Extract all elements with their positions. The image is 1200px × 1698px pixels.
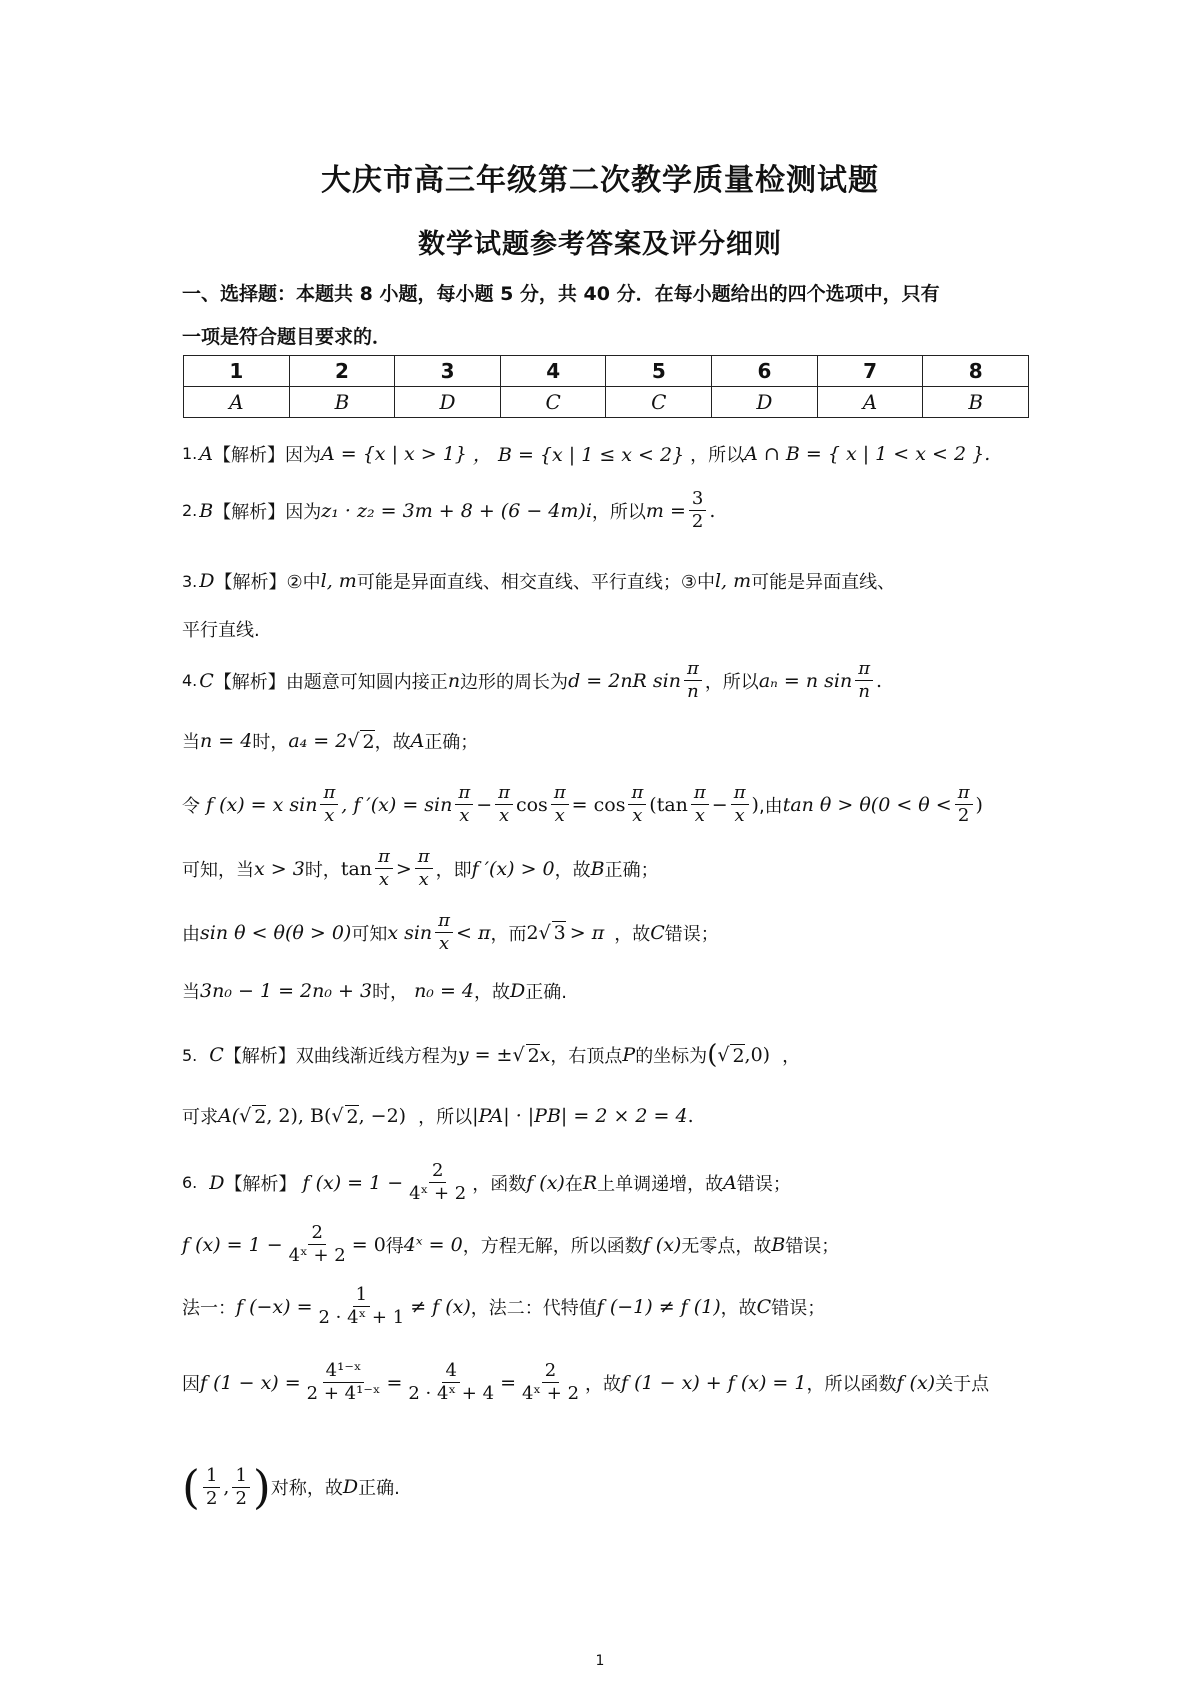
question-number: 5 xyxy=(606,356,712,387)
question-number: 6. xyxy=(182,1173,198,1192)
fraction xyxy=(731,782,749,827)
solution-q6-line2 xyxy=(182,1222,1042,1267)
math: = xyxy=(386,1371,403,1394)
numerator: 4¹⁻ˣ xyxy=(323,1360,365,1383)
math: 3n₀ − 1 = 2n₀ + 3 xyxy=(200,980,373,1002)
math: A ∩ B = { x | 1 < x < 2 }. xyxy=(744,442,991,465)
solution-q4-line5: 由 sin θ < θ(θ > 0) 可知 x sin $\frac{\pi}{x}$ < π ，而 2 √ 3 > π ，故 C 错误； xyxy=(182,910,719,954)
numerator: π xyxy=(731,782,749,805)
analysis-tag: 【解析】 xyxy=(223,1046,296,1067)
numerator: 3 xyxy=(689,488,706,511)
math: D xyxy=(510,980,526,1002)
numerator: 1 xyxy=(203,1465,220,1488)
math: C xyxy=(756,1295,772,1318)
math: f (x) = 1 − xyxy=(302,1171,404,1194)
answer-letter: B xyxy=(199,499,214,522)
text: ,由 xyxy=(758,795,783,817)
text: ，故 xyxy=(554,859,591,881)
text: 双曲线渐近线方程为 xyxy=(295,1046,458,1067)
text: ，方程无解，所以函数 xyxy=(462,1235,643,1257)
math: ( xyxy=(707,1040,718,1070)
numerator: π xyxy=(415,846,433,869)
text: 因 xyxy=(182,1373,200,1395)
fraction xyxy=(316,1284,408,1329)
denominator: x xyxy=(554,805,565,826)
denominator: 2 · 4ˣ + 1 xyxy=(318,1307,405,1328)
denominator: x xyxy=(418,869,429,890)
fraction xyxy=(286,1222,349,1267)
math: B xyxy=(590,857,605,880)
text: 可能是异面直线、 xyxy=(751,572,896,593)
question-number: 2. xyxy=(182,501,198,520)
section-heading xyxy=(182,273,1032,359)
math: a₄ = 2 xyxy=(288,730,348,752)
sqrt-radicand: 3 xyxy=(553,922,566,944)
numerator: 2 xyxy=(429,1160,446,1183)
text: ，所以 xyxy=(704,671,759,693)
text: ，所以函数 xyxy=(806,1373,897,1395)
text: 平行直线. xyxy=(182,620,260,641)
text: ，即 xyxy=(435,859,472,881)
text: 对称，故 xyxy=(270,1478,343,1499)
math: aₙ = n sin xyxy=(758,669,853,692)
answer-cell: D xyxy=(395,387,501,418)
fraction xyxy=(435,910,453,955)
math: − xyxy=(711,793,728,816)
fraction xyxy=(232,1465,249,1510)
math: 4ˣ = 0 xyxy=(403,1233,463,1256)
math: = 0 xyxy=(351,1233,386,1256)
solution-q1 xyxy=(182,440,1042,467)
fraction xyxy=(304,1360,384,1405)
text: ，故 xyxy=(374,732,411,753)
question-number: 5. xyxy=(182,1045,198,1065)
text: 上单调递增，故 xyxy=(597,1173,724,1195)
numerator: π xyxy=(855,658,873,681)
text: 得 xyxy=(385,1235,404,1257)
solution-q5: 5. C 【解析】 双曲线渐近线方程为 y = ± √ 2 x ，右顶点 P 的坐标为 ( √ 2 ,0) ， xyxy=(182,1040,801,1070)
math: cos xyxy=(515,793,548,816)
math: , −2) xyxy=(358,1105,407,1127)
text: 因为 xyxy=(285,501,322,523)
denominator: x xyxy=(632,805,643,826)
math: − xyxy=(476,793,493,816)
solution-q6 xyxy=(182,1160,1042,1205)
fraction xyxy=(455,782,473,827)
fraction xyxy=(855,658,873,703)
math: n = 4 xyxy=(200,730,253,752)
text: 错误； xyxy=(771,1297,826,1319)
text: 边形的周长为 xyxy=(460,671,569,693)
answer-cell: A xyxy=(184,387,290,418)
math: y = ± xyxy=(457,1044,513,1066)
sqrt-radicand: 2 xyxy=(527,1044,540,1067)
numerator: π xyxy=(435,910,453,933)
solution-q5-line2: 可求 A( √ 2 , 2), B( √ 2 , −2) ，所以 |PA| · |PB| = 2 × 2 = 4 . xyxy=(182,1105,694,1128)
math: d = 2nR sin xyxy=(568,669,681,692)
math: f (1 − x) = xyxy=(200,1371,301,1394)
solution-q4-line6 xyxy=(182,978,1042,1004)
text: ，故 xyxy=(585,1373,622,1395)
math: A = {x | x > 1} xyxy=(321,442,467,465)
text: ，右顶点 xyxy=(550,1046,623,1067)
solution-q6-line5 xyxy=(182,1460,1042,1514)
fraction xyxy=(691,782,709,827)
text: 在 xyxy=(564,1173,583,1195)
text: 法一： xyxy=(182,1297,236,1319)
text: 正确； xyxy=(424,732,479,753)
text: 当 xyxy=(182,982,200,1003)
math: (tan xyxy=(649,793,688,816)
solution-q2 xyxy=(182,488,1042,533)
denominator: 2 · 4ˣ + 4 xyxy=(408,1383,495,1404)
sqrt-radicand: 2 xyxy=(346,1105,359,1128)
math: x xyxy=(539,1044,551,1066)
math: ,0) xyxy=(744,1044,771,1066)
math: B xyxy=(771,1233,786,1256)
math: A xyxy=(410,730,425,752)
math: f (x) = x sin xyxy=(206,793,318,816)
numerator: π xyxy=(955,782,973,805)
question-number: 3. xyxy=(182,571,198,591)
math: sin θ < θ(θ > 0) xyxy=(200,921,352,944)
question-number: 3 xyxy=(395,356,501,387)
math: P xyxy=(622,1044,636,1066)
math: f ′(x) > 0 xyxy=(471,857,555,880)
math: tan θ > θ(0 < θ < xyxy=(782,793,952,816)
math: > xyxy=(395,857,412,880)
math: tan xyxy=(340,857,373,880)
solution-q3 xyxy=(182,568,1042,594)
denominator: 4ˣ + 2 xyxy=(521,1383,580,1404)
answer-letter: C xyxy=(209,1044,224,1066)
solution-q4-line4 xyxy=(182,846,1042,891)
math: |PA| · |PB| = 2 × 2 = 4 xyxy=(472,1105,688,1127)
math: f (−x) = xyxy=(236,1295,313,1318)
text: 的坐标为 xyxy=(635,1046,708,1067)
text: ，所以 xyxy=(690,444,745,466)
solution-q4 xyxy=(182,658,1042,703)
answer-letter: D xyxy=(199,570,215,592)
text: . xyxy=(709,499,716,522)
answer-letter: D xyxy=(209,1171,225,1194)
text: ，所以 xyxy=(591,501,646,523)
math: n xyxy=(447,669,461,692)
section-heading-line-1: 一、选择题：本题共 8 小题，每小题 5 分，共 40 分．在每小题给出的四个选项中，只有 xyxy=(182,283,940,305)
answer-table xyxy=(183,355,1029,418)
text: ，而 xyxy=(490,923,527,945)
denominator: n xyxy=(858,681,870,702)
question-number: 4. xyxy=(182,671,198,690)
denominator: 2 xyxy=(205,1487,218,1509)
math: ) xyxy=(751,793,759,816)
analysis-tag: 【解析】 xyxy=(213,501,286,523)
numerator: π xyxy=(320,782,338,805)
numerator: π xyxy=(684,658,702,681)
question-number: 1. xyxy=(182,444,198,463)
text: 时， xyxy=(372,982,409,1003)
fraction xyxy=(406,1160,469,1205)
answer-letter: C xyxy=(199,669,214,692)
math: f (−1) ≠ f (1) xyxy=(596,1295,721,1318)
fraction xyxy=(684,658,702,703)
text: 可求 xyxy=(182,1107,218,1128)
denominator: 2 + 4¹⁻ˣ xyxy=(306,1383,381,1404)
question-number: 1 xyxy=(184,356,290,387)
text: 当 xyxy=(182,732,200,753)
text: ②中 xyxy=(286,572,321,593)
answer-letter: A xyxy=(199,442,213,465)
page-subtitle: 数学试题参考答案及评分细则 xyxy=(418,229,782,260)
numerator: π xyxy=(551,782,569,805)
numerator: π xyxy=(495,782,513,805)
math: f (x) xyxy=(526,1171,565,1194)
denominator: x xyxy=(734,805,745,826)
fraction xyxy=(203,1465,220,1510)
text: 可能是异面直线、相交直线、平行直线；③中 xyxy=(356,572,715,593)
numerator: π xyxy=(375,846,393,869)
text: 错误； xyxy=(664,923,719,945)
math: = xyxy=(500,1371,516,1394)
answer-cell: A xyxy=(817,387,923,418)
solution-q6-line4 xyxy=(182,1360,1042,1405)
math: l, m xyxy=(714,570,752,592)
math: ≠ f (x) xyxy=(410,1295,471,1318)
fraction xyxy=(628,782,646,827)
math: z₁ · z₂ = 3m + 8 + (6 − 4m)i xyxy=(321,499,592,522)
analysis-tag: 【解析】 xyxy=(214,572,287,593)
denominator: 4ˣ + 2 xyxy=(288,1245,346,1266)
fraction xyxy=(955,782,973,827)
math: ( xyxy=(182,1460,200,1514)
text: ，所以 xyxy=(418,1107,473,1128)
numerator: 1 xyxy=(353,1284,370,1307)
math: , xyxy=(223,1476,230,1498)
text: ，故 xyxy=(614,923,651,945)
text: ，法二：代特值 xyxy=(470,1297,597,1319)
page-title: 大庆市高三年级第二次教学质量检测试题 xyxy=(321,163,879,198)
math: > π xyxy=(569,921,605,944)
numerator: 1 xyxy=(232,1465,249,1488)
text: 无零点，故 xyxy=(681,1235,772,1257)
analysis-tag: 【解析】 xyxy=(213,444,285,466)
sqrt-radicand: 2 xyxy=(732,1044,745,1067)
fraction xyxy=(405,1360,497,1405)
solution-q6-line3 xyxy=(182,1284,1042,1329)
text: 可知，当 xyxy=(182,859,254,881)
math: f (x) xyxy=(896,1371,936,1394)
sqrt-radicand: 2 xyxy=(254,1105,267,1128)
math: l, m xyxy=(320,570,357,592)
math: f (x) = 1 − xyxy=(182,1233,283,1256)
denominator: x xyxy=(498,805,510,826)
answer-cell: B xyxy=(289,387,395,418)
fraction xyxy=(495,782,513,827)
analysis-tag: 【解析】 xyxy=(224,1173,297,1195)
numerator: π xyxy=(628,782,646,805)
text: ，函数 xyxy=(472,1173,527,1195)
denominator: x xyxy=(459,805,470,826)
text: 由 xyxy=(182,923,200,945)
text: 可知 xyxy=(351,923,388,945)
text: 关于点 xyxy=(935,1373,990,1395)
fraction xyxy=(519,1360,582,1405)
question-number: 7 xyxy=(817,356,923,387)
math: x > 3 xyxy=(254,857,305,880)
math: x sin xyxy=(387,921,433,944)
math: f (x) xyxy=(642,1233,682,1256)
solution-q3-cont xyxy=(182,616,1042,642)
answer-table-header-row xyxy=(184,356,1029,387)
text: ，故 xyxy=(474,982,511,1003)
denominator: 2 xyxy=(235,1487,247,1509)
denominator: 2 xyxy=(691,511,704,532)
numerator: π xyxy=(691,782,709,805)
text: 令 xyxy=(182,795,200,817)
math: ) xyxy=(252,1460,271,1514)
math: n₀ = 4 xyxy=(414,980,475,1002)
text: 由题意可知圆内接正 xyxy=(285,671,448,693)
solution-q4-line2: 当 n = 4 时， a₄ = 2 √ 2 ，故 A 正确； xyxy=(182,730,479,753)
fraction xyxy=(415,846,433,891)
answer-cell: C xyxy=(500,387,606,418)
math: , 2), B( xyxy=(266,1105,332,1127)
math: 2 xyxy=(526,921,539,944)
math: D xyxy=(342,1476,359,1498)
math: m = xyxy=(645,499,686,522)
numerator: π xyxy=(455,782,473,805)
text: 正确； xyxy=(604,859,659,881)
math: , f ′(x) = sin xyxy=(341,793,453,816)
fraction xyxy=(320,782,338,827)
text: 错误； xyxy=(785,1235,840,1257)
denominator: x xyxy=(439,933,450,954)
denominator: x xyxy=(324,805,335,826)
denominator: 2 xyxy=(957,805,970,826)
text: ，故 xyxy=(720,1297,757,1319)
text: 正确. xyxy=(358,1478,400,1499)
question-number: 8 xyxy=(923,356,1029,387)
fraction xyxy=(551,782,569,827)
text: 正确. xyxy=(525,982,567,1003)
math: f (1 − x) + f (x) = 1 xyxy=(621,1371,807,1394)
denominator: n xyxy=(687,681,699,702)
fraction xyxy=(375,846,393,891)
numerator: 2 xyxy=(542,1360,559,1383)
math: C xyxy=(650,921,665,944)
text: . xyxy=(876,669,883,692)
denominator: 4ˣ + 2 xyxy=(409,1183,467,1204)
math: ， B = {x | 1 ≤ x < 2} xyxy=(472,444,685,466)
text: 时， xyxy=(252,732,289,753)
text: 错误； xyxy=(736,1173,791,1195)
text: 时， xyxy=(304,859,341,881)
numerator: 4 xyxy=(442,1360,459,1383)
solution-q4-line3 xyxy=(182,782,1042,827)
answer-cell: C xyxy=(606,387,712,418)
answer-cell: B xyxy=(923,387,1029,418)
math: R xyxy=(582,1171,598,1194)
text: ， xyxy=(782,1046,801,1067)
analysis-tag: 【解析】 xyxy=(213,671,286,693)
answer-cell: D xyxy=(712,387,818,418)
numerator: 2 xyxy=(308,1222,325,1245)
math: A xyxy=(723,1171,737,1194)
section-heading-line-2: 一项是符合题目要求的． xyxy=(182,326,392,348)
text: 因为 xyxy=(285,444,321,466)
math: ) xyxy=(975,793,983,816)
fraction xyxy=(689,488,706,533)
math: < π xyxy=(456,921,491,944)
question-number: 4 xyxy=(500,356,606,387)
math: A( xyxy=(218,1105,240,1127)
text: . xyxy=(687,1105,694,1127)
denominator: x xyxy=(694,805,705,826)
page-number: 1 xyxy=(595,1653,605,1669)
denominator: x xyxy=(378,869,390,890)
question-number: 6 xyxy=(712,356,818,387)
sqrt-radicand: 2 xyxy=(362,730,375,753)
math: = cos xyxy=(571,793,626,816)
question-number: 2 xyxy=(289,356,395,387)
answer-table-answer-row xyxy=(184,387,1029,418)
